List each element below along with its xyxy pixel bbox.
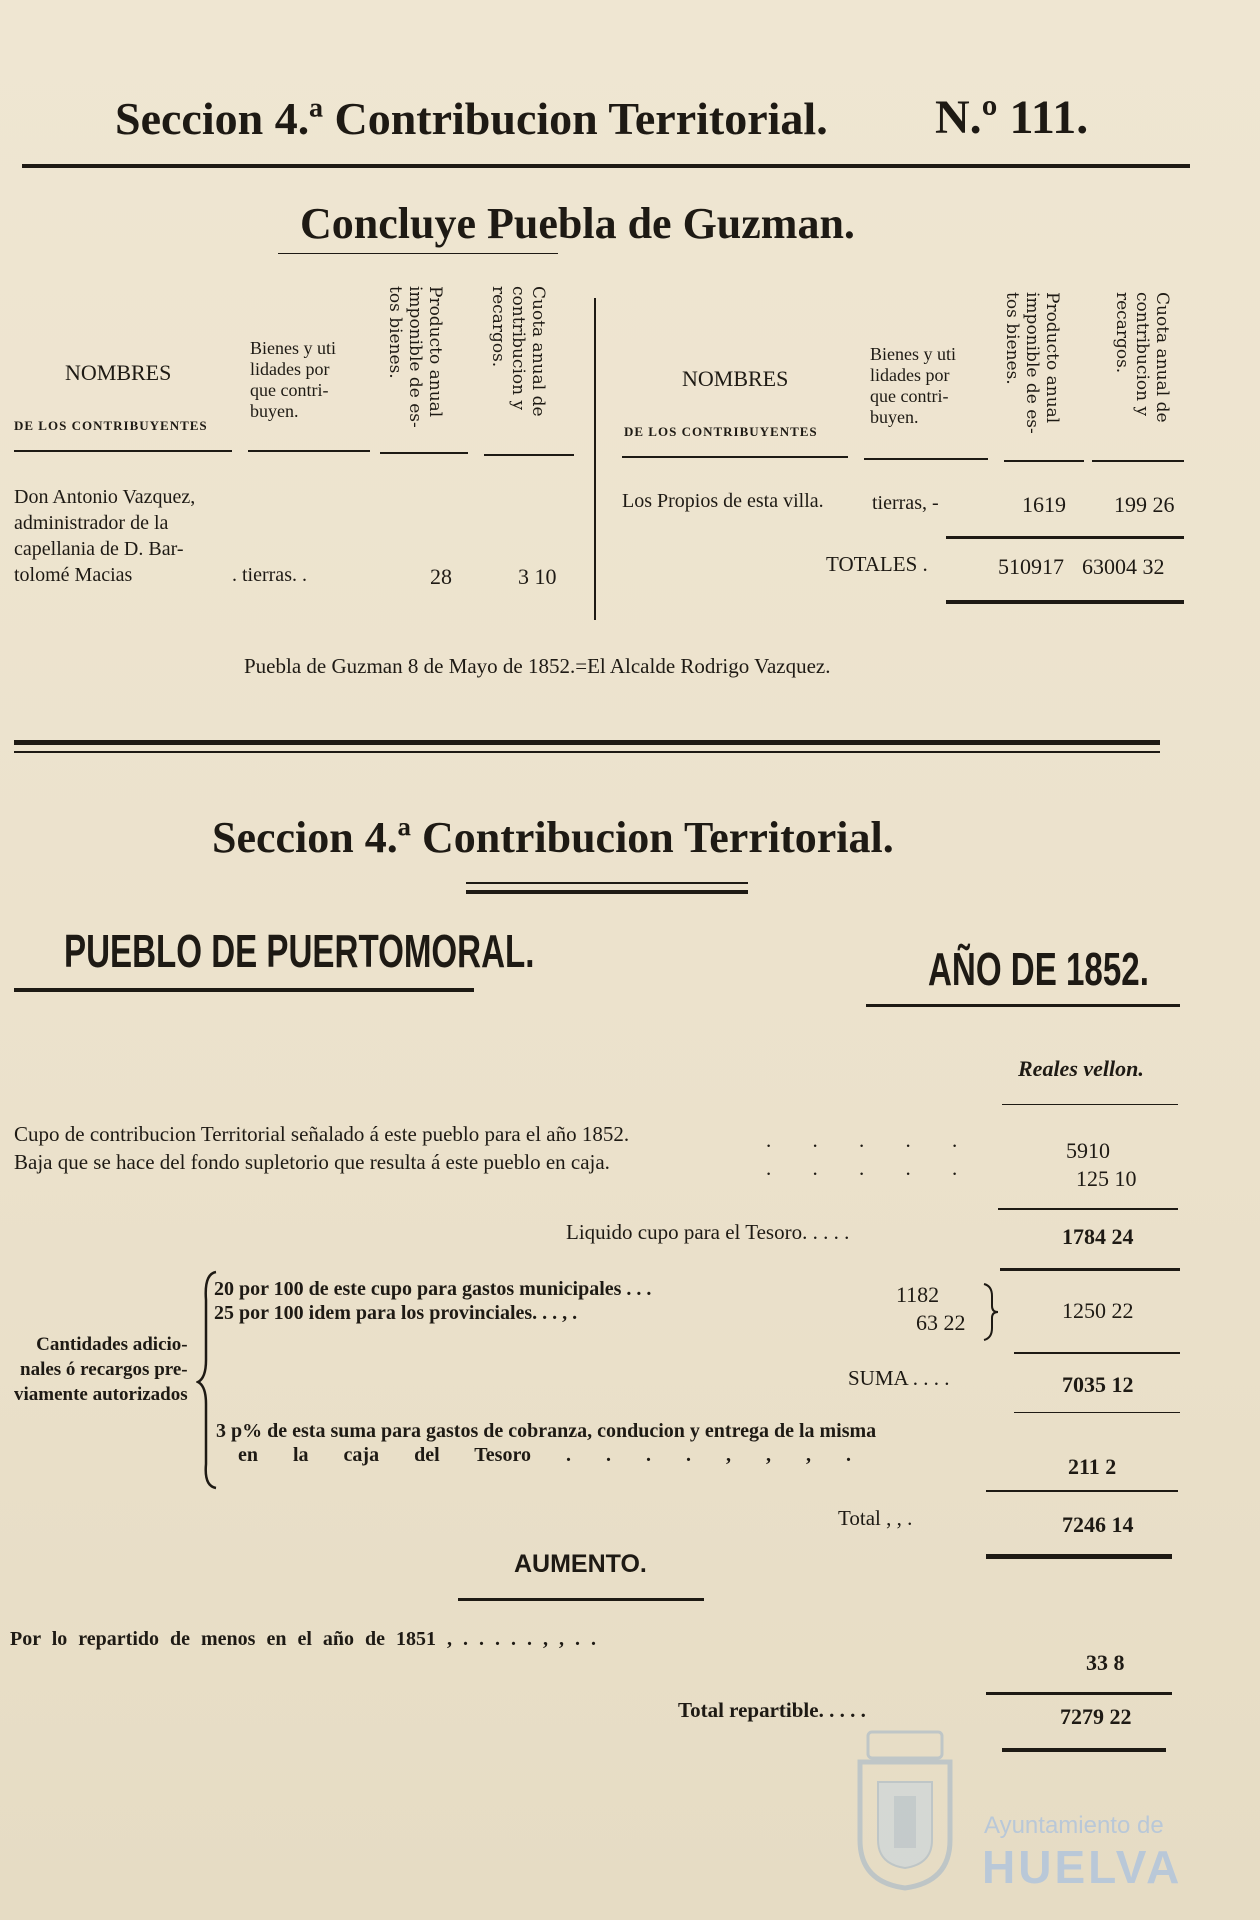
- totales-bottom-rule: [946, 600, 1184, 604]
- section2-title: Seccion 4.ª Contribucion Territorial.: [212, 813, 894, 862]
- repartible-top-rule: [986, 1692, 1172, 1695]
- right-row-name: Los Propios de esta villa.: [622, 490, 824, 512]
- left-header-rule-1: [14, 450, 232, 452]
- section2-title-underline-2: [466, 890, 748, 894]
- cupo-dots: . . . . .: [766, 1128, 958, 1152]
- totales-cuota: 63004 32: [1082, 554, 1165, 579]
- left-header-cuota: Cuota anual de contribucion y recargos.: [488, 286, 548, 417]
- aumento-underline: [458, 1598, 704, 1601]
- right-header-bienes: Bienes y uti lidades por que contri- buyen.: [870, 344, 956, 427]
- section-separator-rule-thin: [14, 751, 1160, 753]
- totales-producto: 510917: [998, 554, 1064, 579]
- left-header-nombres: NOMBRES: [65, 360, 172, 385]
- baja-value: 125 10: [1076, 1166, 1137, 1191]
- table-center-divider: [594, 298, 596, 620]
- cobranza-label: 3 p% de esta suma para gastos de cobranza, conducion y entrega de la misma: [216, 1420, 877, 1442]
- left-header-contribuyentes: DE LOS CONTRIBUYENTES: [14, 418, 208, 433]
- cupo-label: Cupo de contribucion Territorial señalado á este pueblo para el año 1852.: [14, 1122, 630, 1146]
- municipal-value: 1182: [896, 1282, 940, 1307]
- huelva-coat-of-arms-watermark: [850, 1722, 960, 1892]
- right-header-nombres: NOMBRES: [682, 366, 789, 391]
- left-row-producto: 28: [430, 564, 452, 589]
- guzman-footer: Puebla de Guzman 8 de Mayo de 1852.=El Alcalde Rodrigo Vazquez.: [244, 654, 831, 678]
- reales-underline: [1002, 1104, 1178, 1105]
- repartible-value: 7279 22: [1060, 1704, 1132, 1729]
- guzman-title-underline: [278, 253, 558, 254]
- repartible-label: Total repartible. . . . .: [678, 1698, 866, 1722]
- adicionales-label: Cantidades adicio- nales ó recargos pre- viamente autorizados: [14, 1334, 188, 1405]
- suma-value: 7035 12: [1062, 1372, 1134, 1397]
- right-row-bienes: tierras, -: [872, 492, 939, 514]
- left-row-cuota: 3 10: [518, 564, 557, 589]
- left-header-bienes: Bienes y uti lidades por que contri- buyen.: [250, 338, 336, 421]
- repartido-value: 33 8: [1086, 1650, 1125, 1675]
- right-header-contribuyentes: DE LOS CONTRIBUYENTES: [624, 424, 818, 439]
- left-row-bienes: . tierras. .: [232, 564, 307, 586]
- left-header-rule-4: [484, 454, 574, 456]
- liquido-label: Liquido cupo para el Tesoro. . . . .: [566, 1220, 850, 1244]
- right-header-rule-2: [864, 458, 988, 460]
- ano-heading: AÑO DE 1852.: [928, 943, 1149, 995]
- left-header-rule-2: [248, 450, 370, 452]
- right-header-cuota: Cuota anual de contribucion y recargos.: [1112, 292, 1172, 423]
- right-header-rule-3: [1004, 460, 1084, 462]
- left-header-producto: Producto anual imponible de es- tos bienes.: [385, 286, 445, 428]
- right-header-rule-1: [622, 456, 848, 458]
- liquido-bottom-rule: [1000, 1268, 1180, 1271]
- totales-top-rule: [946, 536, 1184, 539]
- recargos-total-value: 1250 22: [1062, 1298, 1134, 1323]
- reales-vellon-label: Reales vellon.: [1018, 1056, 1144, 1081]
- provincial-value: 63 22: [916, 1310, 966, 1335]
- total-label: Total , , .: [838, 1506, 913, 1530]
- liquido-value: 1784 24: [1062, 1224, 1134, 1249]
- section-header: Seccion 4.ª Contribucion Territorial.: [115, 93, 828, 144]
- repartible-bottom-rule: [1002, 1748, 1166, 1752]
- left-header-rule-3: [380, 452, 468, 454]
- right-brace: [980, 1282, 1000, 1342]
- cobranza-value: 211 2: [1068, 1454, 1117, 1479]
- section-separator-rule-thick: [14, 740, 1160, 745]
- baja-dots: . . . . .: [766, 1156, 958, 1180]
- cobranza-label-2: en la caja del Tesoro . . . . , , , .: [238, 1444, 851, 1466]
- total-value: 7246 14: [1062, 1512, 1134, 1537]
- suma-top-rule: [1014, 1352, 1180, 1354]
- suma-label: SUMA . . . .: [848, 1366, 950, 1390]
- watermark-line-1: Ayuntamiento de: [984, 1812, 1164, 1839]
- provincial-label: 25 por 100 idem para los provinciales. . . , .: [214, 1302, 578, 1324]
- section2-title-underline-1: [466, 882, 748, 884]
- ano-underline: [866, 1004, 1180, 1007]
- header-rule: [22, 164, 1190, 168]
- right-header-rule-4: [1092, 460, 1184, 462]
- aumento-heading: AUMENTO.: [514, 1550, 647, 1578]
- left-row-name: Don Antonio Vazquez, administrador de la capellania de D. Bar- tolomé Macias: [14, 486, 196, 586]
- guzman-title: Concluye Puebla de Guzman.: [300, 199, 855, 248]
- right-row-producto: 1619: [1022, 492, 1066, 517]
- right-row-cuota: 199 26: [1114, 492, 1175, 517]
- total-bottom-rule: [986, 1554, 1172, 1559]
- municipal-label: 20 por 100 de este cupo para gastos municipales . . .: [214, 1278, 652, 1300]
- baja-label: Baja que se hace del fondo supletorio que resulta á este pueblo en caja.: [14, 1150, 610, 1174]
- liquido-top-rule: [998, 1208, 1178, 1210]
- page-number: N.º 111.: [935, 91, 1089, 144]
- watermark-line-2: HUELVA: [982, 1841, 1183, 1893]
- pueblo-underline: [14, 988, 474, 992]
- cupo-value: 5910: [1066, 1138, 1110, 1163]
- right-header-producto: Producto anual imponible de es- tos bienes.: [1002, 292, 1062, 434]
- total-top-rule: [986, 1490, 1178, 1492]
- suma-bottom-rule: [1014, 1412, 1180, 1413]
- repartido-label: Por lo repartido de menos en el año de 1851 , . . . . . , , . .: [10, 1628, 597, 1650]
- totales-label: TOTALES .: [826, 552, 928, 576]
- pueblo-heading: PUEBLO DE PUERTOMORAL.: [64, 925, 535, 977]
